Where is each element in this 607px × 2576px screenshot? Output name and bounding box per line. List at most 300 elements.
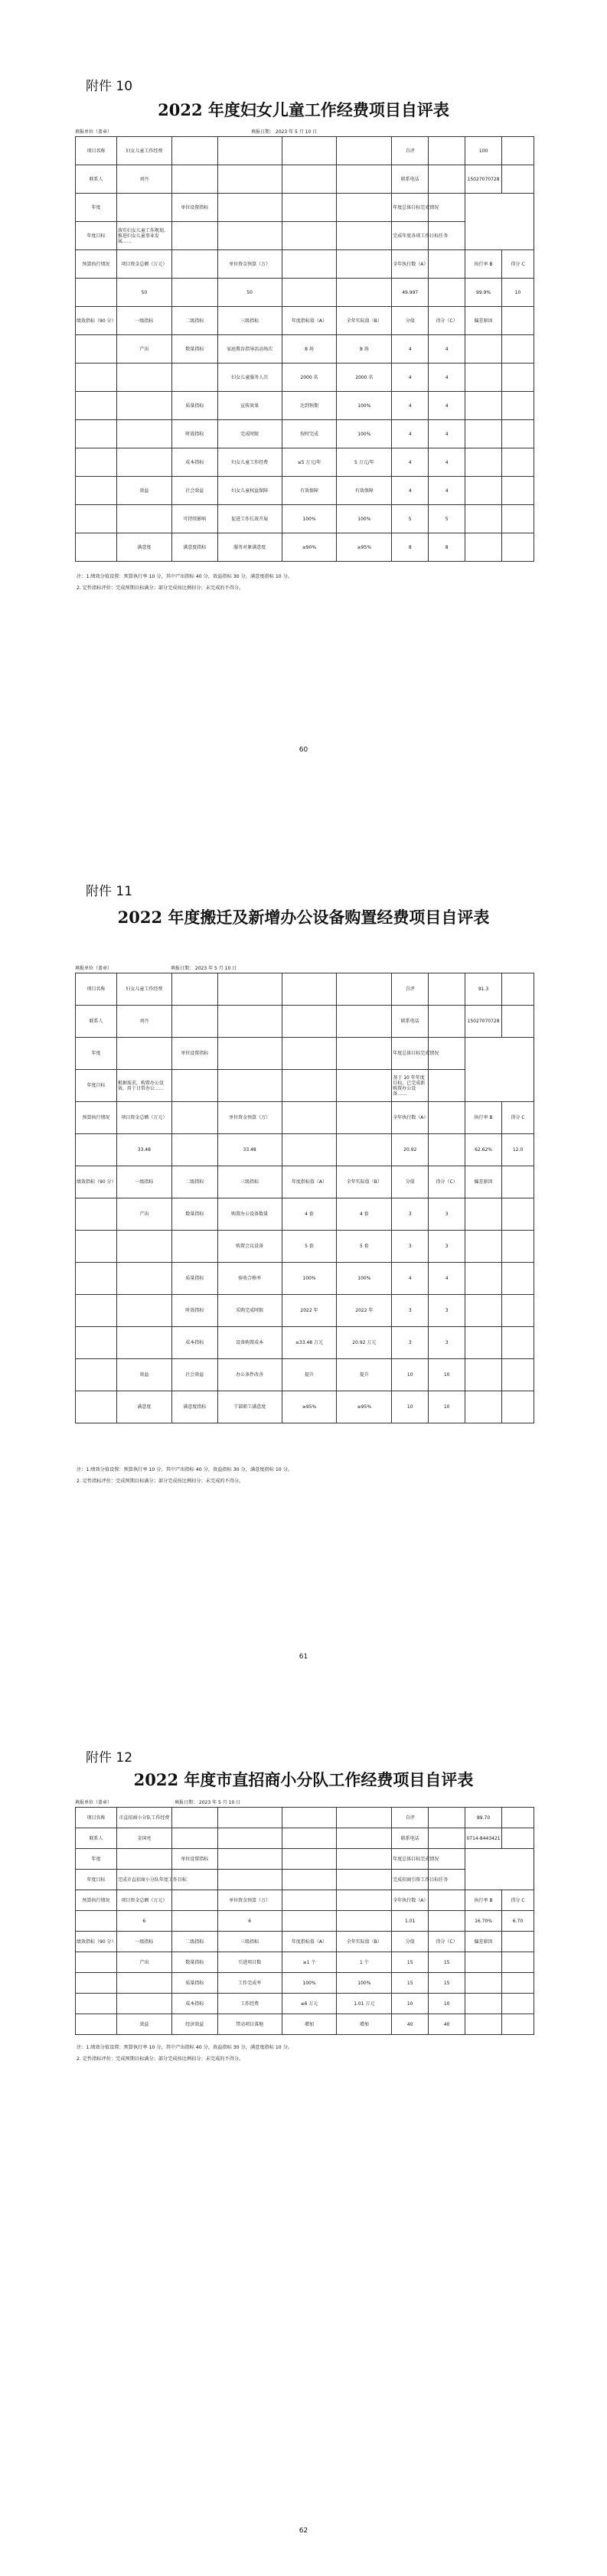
table-cell: 社会效益 (171, 477, 217, 505)
table-cell: 8 场 (282, 335, 337, 364)
table-cell (502, 1391, 534, 1423)
table-cell (429, 279, 465, 307)
table-cell: 2022 年 (282, 1295, 337, 1327)
table-cell (502, 1973, 534, 1994)
table-cell: 年度指标值（A） (282, 307, 337, 335)
table-cell (171, 137, 217, 165)
evaluation-table (75, 1807, 534, 2035)
table-cell (282, 279, 337, 307)
table-cell (282, 137, 337, 165)
table-row (76, 1134, 534, 1166)
table-cell (282, 1070, 337, 1102)
table-cell: 4 (392, 420, 429, 448)
table-cell: 带动项目落地 (217, 2014, 282, 2035)
table-cell (282, 1808, 337, 1828)
note-line: 注：1.绩效分值设置：预算执行率 10 分，其中产出指标 40 分，效益指标 30 分，满意度指标 10 分。 (77, 2045, 293, 2050)
table-cell (282, 1870, 337, 1890)
table-row (76, 1952, 534, 1973)
table-cell: 数量指标 (171, 1198, 217, 1231)
table-cell: 二级指标 (171, 1932, 217, 1952)
table-cell: 62.62% (465, 1134, 502, 1166)
table-cell: 5 (392, 505, 429, 533)
table-cell (502, 533, 534, 562)
table-cell: 全年执行数（A） (392, 1890, 429, 1911)
table-cell (217, 1849, 282, 1870)
table-cell: 40 (429, 2014, 465, 2035)
table-cell: 99.9% (465, 279, 502, 307)
table-cell: 基于 10 年年度目标，已完成新购置办公设备…… (392, 1070, 429, 1102)
table-cell: 年度指标值（A） (282, 1932, 337, 1952)
table-cell (337, 1849, 392, 1870)
table-cell (337, 1070, 392, 1102)
table-cell (76, 1231, 117, 1263)
table-cell: 妇女儿童服务人次 (217, 364, 282, 392)
table-cell: 年度指标值（A） (282, 1166, 337, 1198)
table-cell: 刘丹 (116, 165, 171, 194)
table-cell: 4 (392, 335, 429, 364)
table-cell (116, 1849, 171, 1870)
table-cell: 4 (429, 1263, 465, 1295)
table-cell: 服务对象满意度 (217, 533, 282, 562)
table-cell: 4 (429, 477, 465, 505)
table-cell: 10 (392, 1359, 429, 1391)
table-row (76, 165, 534, 194)
table-cell: 项目资金总额（万元） (116, 250, 171, 279)
table-cell: 3 (392, 1327, 429, 1359)
table-cell: 年度 (76, 1038, 117, 1070)
table-cell: 刘丹 (116, 1006, 171, 1038)
table-cell: 得分 C (502, 1102, 534, 1134)
table-cell (217, 1828, 282, 1849)
table-cell (217, 1038, 282, 1070)
table-cell (76, 477, 117, 505)
table-cell: 5 (429, 505, 465, 533)
attachment-label: 附件 11 (86, 884, 133, 899)
table-cell (282, 222, 337, 250)
table-cell: 预算执行情况 (76, 1102, 117, 1134)
table-cell (502, 1295, 534, 1327)
table-cell: ≤33.48 万元 (282, 1327, 337, 1359)
table-cell (502, 2014, 534, 2035)
table-cell: 分值 (392, 1932, 429, 1952)
table-cell (429, 250, 465, 279)
table-cell: 达到预期 (282, 392, 337, 420)
table-cell: 91.3 (465, 973, 502, 1006)
table-cell: ≤6 万元 (282, 1994, 337, 2014)
table-row (76, 973, 534, 1006)
table-cell: 单位设置指标 (171, 1849, 217, 1870)
table-cell: 100% (282, 505, 337, 533)
table-cell: 分值 (392, 1166, 429, 1198)
table-cell: 偏差原因 (465, 307, 502, 335)
note-line: 2. 定性指标评价：完成预期目标满分；部分完成按比例扣分；未完成的不得分。 (77, 585, 244, 591)
table-cell: 20.92 (392, 1134, 429, 1166)
table-cell (337, 1870, 392, 1890)
page-3 (0, 1714, 607, 2576)
filler-unit: 填报单位（盖章） (75, 1800, 113, 1805)
table-cell: 全年实际值（B） (337, 1932, 392, 1952)
table-cell (76, 505, 117, 533)
table-cell: 提升 (282, 1359, 337, 1391)
table-cell: 自评 (392, 137, 429, 165)
table-cell (429, 973, 465, 1006)
table-cell: 100% (337, 392, 392, 420)
table-cell (429, 1134, 465, 1166)
table-cell: 年度目标 (76, 1070, 117, 1102)
table-row (76, 1295, 534, 1327)
table-cell: 设备购置成本 (217, 1327, 282, 1359)
table-cell: 金国亮 (116, 1828, 171, 1849)
table-row (76, 1263, 534, 1295)
table-row (76, 1166, 534, 1198)
table-cell: 15 (429, 1952, 465, 1973)
table-cell (282, 250, 337, 279)
table-row (76, 420, 534, 448)
table-cell: 2000 名 (337, 364, 392, 392)
table-cell (502, 973, 534, 1006)
table-cell: 4 (429, 392, 465, 420)
table-cell (282, 973, 337, 1006)
table-cell (76, 1327, 117, 1359)
table-cell: 增加 (337, 2014, 392, 2035)
table-cell (116, 1231, 171, 1263)
table-cell: 满意度 (116, 1391, 171, 1423)
table-cell (502, 1828, 534, 1849)
table-cell: 质量指标 (171, 392, 217, 420)
table-cell: 成本指标 (171, 1327, 217, 1359)
table-cell (465, 477, 502, 505)
table-cell: 完成招商引资工作目标任务 (392, 1870, 429, 1890)
table-cell: 二级指标 (171, 1166, 217, 1198)
table-cell (502, 165, 534, 194)
table-cell (465, 1198, 502, 1231)
table-cell (465, 1263, 502, 1295)
table-row (76, 1911, 534, 1932)
table-cell: 产出 (116, 1198, 171, 1231)
table-cell: 单位设置指标 (171, 194, 217, 222)
table-row (76, 137, 534, 165)
table-cell (337, 250, 392, 279)
note-line: 2. 定性指标评价：完成预期目标满分；部分完成按比例扣分；未完成的不得分。 (77, 2056, 244, 2062)
table-cell (76, 1359, 117, 1391)
table-row (76, 1006, 534, 1038)
table-cell: 预算执行情况 (76, 250, 117, 279)
table-row (76, 1359, 534, 1391)
table-cell: ≤5 万元/年 (282, 448, 337, 477)
table-cell (76, 1263, 117, 1295)
table-cell (282, 1006, 337, 1038)
table-cell: 50 (116, 279, 171, 307)
table-cell (429, 1808, 465, 1828)
table-cell: 联系人 (76, 1828, 117, 1849)
table-cell: 年度总体目标完成情况 (392, 1849, 429, 1870)
table-cell: 满意度指标 (171, 533, 217, 562)
table-cell (337, 1102, 392, 1134)
table-cell: 2000 名 (282, 364, 337, 392)
page-number: 62 (299, 2527, 308, 2535)
table-cell (502, 1808, 534, 1828)
table-cell: 4 (392, 364, 429, 392)
table-cell: 年度总体目标完成情况 (392, 1038, 429, 1070)
table-cell: 项目资金总额（万元） (116, 1890, 171, 1911)
table-cell: 单位资金预算（万） (217, 1102, 282, 1134)
table-cell: 经济效益 (171, 2014, 217, 2035)
table-cell: 一级指标 (116, 1166, 171, 1198)
table-cell (76, 392, 117, 420)
table-cell (217, 222, 282, 250)
table-cell: 落实妇女儿童工作规划，推进妇女儿童事业发展…… (116, 222, 171, 250)
table-row (76, 1973, 534, 1994)
table-cell (76, 420, 117, 448)
table-cell (217, 1870, 282, 1890)
table-cell (76, 533, 117, 562)
table-cell: 4 套 (282, 1198, 337, 1231)
table-cell: 得分 C (502, 1890, 534, 1911)
table-cell (217, 973, 282, 1006)
table-cell (502, 1327, 534, 1359)
table-cell: 二级指标 (171, 307, 217, 335)
table-cell: 4 (392, 477, 429, 505)
table-row (76, 392, 534, 420)
table-cell: 项目名称 (76, 1808, 117, 1828)
table-cell: 满意度指标 (171, 1391, 217, 1423)
table-cell: 质量指标 (171, 1973, 217, 1994)
table-cell: 妇女儿童工作经费 (217, 448, 282, 477)
table-cell: 完成时限 (217, 420, 282, 448)
table-cell: 社会效益 (171, 1359, 217, 1391)
table-cell: 引进项目数 (217, 1952, 282, 1973)
filler-unit: 填报单位（盖章） (75, 129, 113, 135)
table-cell (217, 165, 282, 194)
table-cell (282, 165, 337, 194)
table-cell: 15 (392, 1952, 429, 1973)
table-cell (465, 1391, 502, 1423)
table-row (76, 477, 534, 505)
table-cell: 根据需求，购置办公设备，用于日常办公…… (116, 1070, 171, 1102)
table-cell: 4 (392, 392, 429, 420)
table-cell: 效益 (116, 1359, 171, 1391)
table-cell: 8 场 (337, 335, 392, 364)
table-row (76, 335, 534, 364)
table-cell: 全年执行数（A） (392, 1102, 429, 1134)
table-cell (465, 1994, 502, 2014)
table-cell: 提升 (337, 1359, 392, 1391)
table-cell: 15 (429, 1973, 465, 1994)
table-cell (217, 1808, 282, 1828)
table-row (76, 1890, 534, 1911)
table-cell: 完成市直招商小分队年度工作目标 (116, 1870, 171, 1890)
table-cell: 成本指标 (171, 1994, 217, 2014)
table-cell: 促进工作长效开展 (217, 505, 282, 533)
table-cell (171, 1102, 217, 1134)
table-cell: 100% (337, 505, 392, 533)
table-cell (282, 1102, 337, 1134)
table-cell (429, 1890, 465, 1911)
table-cell (76, 335, 117, 364)
table-cell: 100% (337, 1263, 392, 1295)
table-cell: 三级指标 (217, 1166, 282, 1198)
table-cell (76, 1391, 117, 1423)
table-cell (502, 448, 534, 477)
form-title: 2022 年度市直招商小分队工作经费项目自评表 (133, 1770, 474, 1789)
table-cell (465, 392, 502, 420)
table-cell: 8 (392, 533, 429, 562)
table-cell (116, 1038, 171, 1070)
table-row (76, 1231, 534, 1263)
table-cell (116, 194, 171, 222)
table-cell (337, 165, 392, 194)
table-cell (465, 1952, 502, 1973)
table-cell: 3 (429, 1327, 465, 1359)
table-cell: 1.01 (392, 1911, 429, 1932)
table-cell: 6 (116, 1911, 171, 1932)
table-cell (465, 420, 502, 448)
table-cell (465, 1295, 502, 1327)
table-cell (337, 222, 392, 250)
table-cell: 效益 (116, 2014, 171, 2035)
table-cell (337, 1134, 392, 1166)
table-cell (465, 335, 502, 364)
table-cell: 得分（C） (429, 307, 465, 335)
table-cell: 购置会议设备 (217, 1231, 282, 1263)
evaluation-table (75, 973, 534, 1423)
table-cell: 得分（C） (429, 1166, 465, 1198)
table-cell: 3 (392, 1231, 429, 1263)
table-cell: 自评 (392, 973, 429, 1006)
table-cell: 单位资金预算（万） (217, 250, 282, 279)
table-cell: 16.70% (465, 1911, 502, 1932)
table-cell: 年度 (76, 1849, 117, 1870)
filler-unit: 填报单位（盖章） (75, 966, 113, 971)
table-cell (76, 1134, 117, 1166)
table-notes (77, 571, 533, 594)
table-cell: 妇女儿童权益保障 (217, 477, 282, 505)
table-cell: 家庭教育指导活动场次 (217, 335, 282, 364)
table-cell: 执行率 B (465, 1890, 502, 1911)
table-cell (171, 1828, 217, 1849)
table-cell: 预算执行情况 (76, 1890, 117, 1911)
table-cell: 15027070728 (465, 165, 502, 194)
table-cell (76, 364, 117, 392)
table-cell: 8 (429, 533, 465, 562)
table-cell: 1 个 (337, 1952, 392, 1973)
table-cell (171, 1070, 217, 1102)
table-cell: 4 (429, 420, 465, 448)
table-row (76, 533, 534, 562)
table-cell: 完成年度各项工作目标任务 (392, 222, 429, 250)
table-cell: 干部职工满意度 (217, 1391, 282, 1423)
form-title: 2022 年度搬迁及新增办公设备购置经费项目自评表 (117, 908, 490, 927)
table-cell: 5 套 (337, 1231, 392, 1263)
table-cell: 3 (392, 1295, 429, 1327)
table-cell: 可持续影响 (171, 505, 217, 533)
table-cell (502, 137, 534, 165)
table-cell (282, 1890, 337, 1911)
table-cell (429, 137, 465, 165)
table-cell: 有效保障 (337, 477, 392, 505)
table-row (76, 364, 534, 392)
table-cell (217, 1006, 282, 1038)
table-cell (171, 1134, 217, 1166)
table-cell (502, 1263, 534, 1295)
page-2 (0, 857, 607, 1714)
table-cell: 妇女儿童工作经费 (116, 973, 171, 1006)
table-cell (171, 973, 217, 1006)
table-cell: 100 (465, 137, 502, 165)
table-cell: 时效指标 (171, 420, 217, 448)
table-cell: 绩效指标（90 分） (76, 1932, 117, 1952)
table-cell: 3 (392, 1198, 429, 1231)
table-cell: 2022 年 (337, 1295, 392, 1327)
table-cell: 按时完成 (282, 420, 337, 448)
table-cell: 绩效指标（90 分） (76, 1166, 117, 1198)
attachment-label: 附件 12 (86, 1750, 133, 1766)
table-cell (502, 420, 534, 448)
table-cell: 3 (429, 1198, 465, 1231)
table-cell: 三级指标 (217, 1932, 282, 1952)
table-row (76, 250, 534, 279)
table-cell (171, 250, 217, 279)
table-cell: 得分（C） (429, 1932, 465, 1952)
table-cell: 工作经费 (217, 1994, 282, 2014)
table-cell (465, 505, 502, 533)
table-cell: ≥95% (337, 1391, 392, 1423)
table-cell: ≥1 个 (282, 1952, 337, 1973)
table-cell: 联系电话 (392, 1828, 429, 1849)
table-cell (217, 137, 282, 165)
table-cell: 5 套 (282, 1231, 337, 1263)
table-cell: 33.48 (217, 1134, 282, 1166)
table-cell (171, 1890, 217, 1911)
table-cell: 自评 (392, 1808, 429, 1828)
table-cell (76, 1994, 117, 2014)
table-row (76, 307, 534, 335)
table-cell: ≥95% (337, 533, 392, 562)
table-row (76, 222, 534, 250)
table-cell (76, 1295, 117, 1327)
table-cell (465, 1973, 502, 1994)
table-cell (337, 1828, 392, 1849)
table-cell (217, 1070, 282, 1102)
table-cell (171, 1231, 217, 1263)
table-cell (465, 1359, 502, 1391)
table-row (76, 1198, 534, 1231)
table-cell (76, 2014, 117, 2035)
table-row (76, 1849, 534, 1870)
table-cell: 50 (217, 279, 282, 307)
table-cell (429, 1828, 465, 1849)
table-cell (502, 1166, 534, 1198)
table-cell: 6 (217, 1911, 282, 1932)
fill-date: 填报日期： 2023 年 5 月 10 日 (251, 129, 318, 135)
table-cell: 4 (392, 448, 429, 477)
table-cell: 4 (429, 335, 465, 364)
table-cell (76, 279, 117, 307)
table-cell (171, 222, 217, 250)
table-cell: 得分 C (502, 250, 534, 279)
table-cell (282, 1134, 337, 1166)
table-cell (465, 448, 502, 477)
table-cell: 项目名称 (76, 973, 117, 1006)
table-row (76, 1994, 534, 2014)
table-cell (116, 1973, 171, 1994)
table-cell: 增加 (282, 2014, 337, 2035)
table-cell (502, 364, 534, 392)
table-cell: 绩效指标（90 分） (76, 307, 117, 335)
table-cell: 数量指标 (171, 335, 217, 364)
table-cell (217, 194, 282, 222)
table-cell (502, 1006, 534, 1038)
